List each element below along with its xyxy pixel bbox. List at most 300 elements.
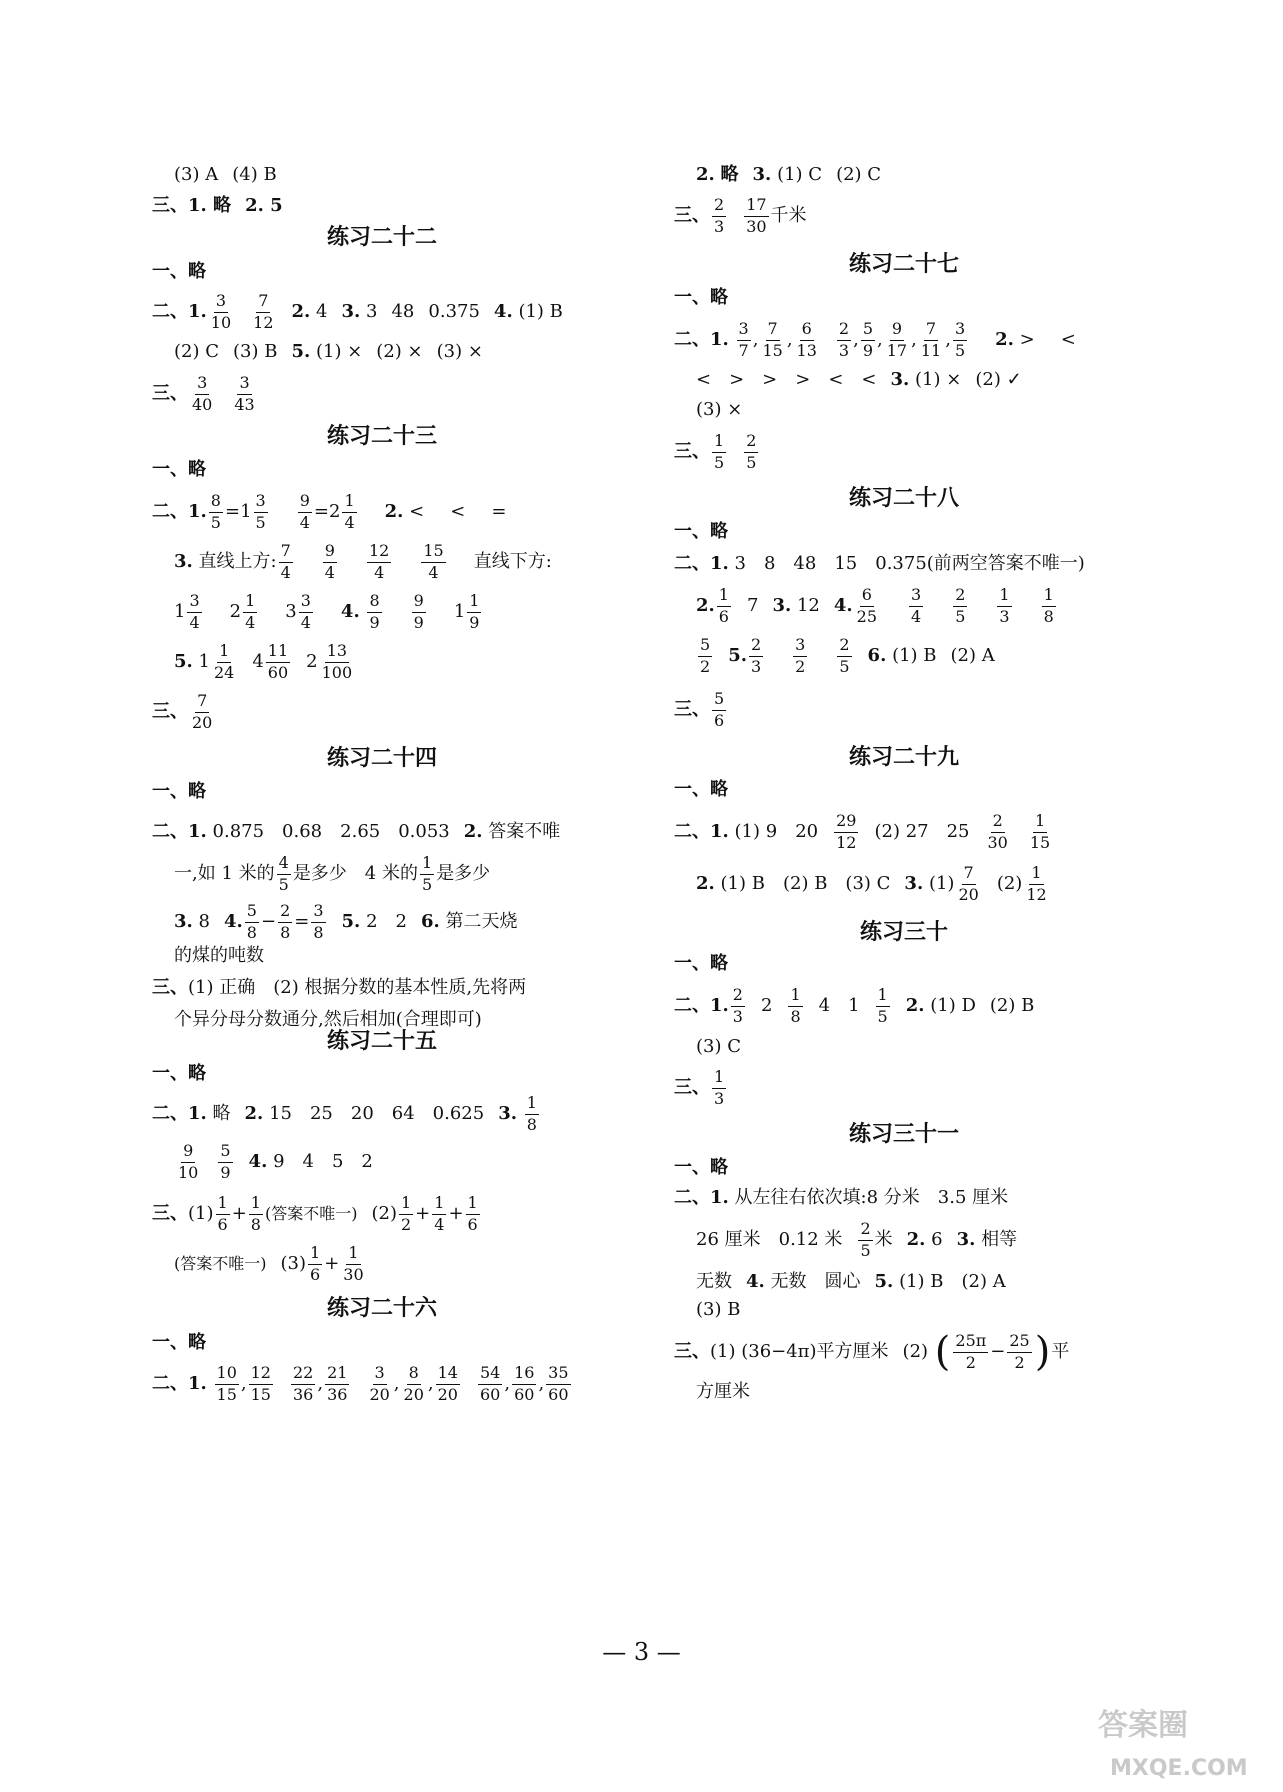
section-marker: 三、: [674, 1077, 710, 1098]
answer-text: 4: [316, 301, 328, 322]
comma: ,: [911, 329, 917, 350]
fraction: $\frac{3}{40}$: [192, 372, 213, 414]
question-number: 4.: [248, 1151, 268, 1172]
answer-text: (答案不唯一): [264, 1204, 358, 1223]
answer-text: =2: [313, 501, 341, 522]
answer-text: 2: [229, 601, 242, 622]
answer-text: 一、略: [152, 261, 206, 282]
question-number: 5.: [291, 341, 311, 362]
answer-text: 方厘米: [696, 1381, 750, 1402]
answer-line: [152, 1362, 573, 1406]
answer-line: [674, 430, 760, 474]
fraction: $\frac{5}{9}$: [862, 318, 874, 360]
answer-line: [152, 290, 563, 334]
answer-text: 0.375: [428, 301, 480, 322]
answer-text: 相等: [981, 1229, 1018, 1250]
section-marker: 二、: [152, 501, 188, 522]
exercise-title: 练习二十二: [326, 225, 437, 250]
fraction: $\frac{3}{2}$: [795, 634, 806, 676]
fraction: $\frac{35}{60}$: [548, 1362, 569, 1404]
answer-text: 个异分母分数通分,然后相加(合理即可): [174, 1009, 482, 1030]
answer-text: (2) B: [989, 995, 1035, 1016]
answer-text: (2): [371, 1203, 397, 1224]
comma: ,: [853, 329, 859, 350]
section-marker: 三、: [152, 383, 188, 404]
answer-line: [674, 318, 1076, 362]
section-marker: 三、: [674, 441, 710, 462]
fraction: $\frac{9}{4}$: [324, 540, 335, 582]
question-number: 4.: [833, 595, 853, 616]
fraction: $\frac{5}{2}$: [700, 634, 711, 676]
fraction: $\frac{1}{9}$: [469, 590, 480, 632]
section-marker: 二、: [152, 1103, 188, 1124]
answer-text: (3): [280, 1253, 306, 1274]
fraction: $\frac{1}{8}$: [790, 984, 801, 1026]
answer-line: [152, 448, 206, 492]
answer-text: 2. 5: [245, 195, 283, 216]
section-marker: 二、: [674, 1187, 710, 1208]
answer-line: [696, 1370, 750, 1414]
answer-text: (3) C: [696, 1036, 741, 1057]
answer-line: [152, 490, 506, 534]
answer-text: (1) 正确 (2) 根据分数的基本性质,先将两: [188, 977, 527, 998]
question-number: 1.: [710, 329, 729, 350]
fraction: $\frac{1}{6}$: [217, 1192, 228, 1234]
answer-text: (2) ✓: [975, 369, 1022, 390]
question-number: 5.: [341, 911, 361, 932]
comma: ,: [393, 1373, 400, 1394]
answer-line: [696, 1260, 1006, 1304]
answer-line: [174, 590, 483, 634]
comma: ,: [317, 1373, 324, 1394]
answer-text: <: [409, 501, 425, 522]
answer-text: 2: [760, 995, 773, 1016]
fraction: $\frac{4}{5}$: [278, 852, 289, 894]
answer-line: [674, 942, 728, 986]
fraction: $\frac{7}{12}$: [253, 290, 274, 332]
question-number: 3.: [498, 1103, 518, 1124]
answer-text: 的煤的吨数: [174, 945, 264, 966]
answer-text: (1) B: [892, 645, 937, 666]
question-number: 2.: [696, 595, 715, 616]
answer-line: [152, 1052, 206, 1096]
answer-text: >: [1019, 329, 1035, 350]
question-number: 1.: [710, 995, 729, 1016]
fraction: $\frac{5}{9}$: [220, 1140, 231, 1182]
fraction: $\frac{1}{24}$: [213, 640, 235, 682]
answer-text: 26 厘米 0.12 米: [696, 1229, 843, 1250]
fraction: $\frac{6}{13}$: [796, 318, 817, 360]
answer-line: [696, 1025, 741, 1069]
answer-text: 略: [212, 1103, 231, 1124]
answer-line: [696, 1218, 1017, 1262]
answer-text: <: [450, 501, 466, 522]
comma: ,: [538, 1373, 545, 1394]
comma: ,: [945, 329, 951, 350]
question-number: 1.: [710, 821, 729, 842]
fraction: $\frac{25}{2}$: [1009, 1330, 1030, 1372]
answer-text: 12: [796, 595, 820, 616]
answer-text: −: [260, 911, 277, 932]
answer-text: 是多少: [436, 863, 491, 884]
answer-text: (3) B: [696, 1299, 741, 1320]
comma: ,: [877, 329, 883, 350]
comma: ,: [427, 1373, 434, 1394]
answer-line: [674, 542, 1085, 586]
question-number: 1.: [710, 1187, 729, 1208]
fraction: $\frac{1}{3}$: [714, 1066, 725, 1108]
fraction: $\frac{8}{20}$: [403, 1362, 424, 1404]
answer-text: 从左往右依次填:8 分米 3.5 厘米: [734, 1187, 1009, 1208]
section-marker: 二、: [674, 821, 710, 842]
exercise-title: 练习二十五: [326, 1029, 437, 1054]
answer-line: [674, 810, 1054, 854]
fraction: $\frac{13}{100}$: [321, 640, 353, 682]
fraction: $\frac{2}{5}$: [955, 584, 966, 626]
question-number: 5.: [174, 651, 193, 672]
question-number: 3.: [890, 369, 910, 390]
section-marker: 三、: [152, 1203, 188, 1224]
question-number: 2.: [696, 873, 715, 894]
fraction: $\frac{8}{5}$: [210, 490, 221, 532]
fraction: $\frac{1}{6}$: [467, 1192, 478, 1234]
question-number: 4.: [493, 301, 513, 322]
answer-text: 6: [931, 1229, 943, 1250]
question-number: 1.: [188, 1103, 207, 1124]
fraction: $\frac{2}{30}$: [987, 810, 1008, 852]
question-number: 2.: [906, 1229, 926, 1250]
fraction: $\frac{15}{4}$: [423, 540, 444, 582]
answer-text: 3: [366, 301, 378, 322]
comma: ,: [504, 1373, 511, 1394]
fraction: $\frac{8}{9}$: [369, 590, 380, 632]
fraction: $\frac{3}{5}$: [255, 490, 266, 532]
fraction: $\frac{3}{5}$: [954, 318, 966, 360]
fraction: $\frac{2}{5}$: [746, 430, 757, 472]
answer-text: 一、略: [152, 459, 206, 480]
fraction: $\frac{22}{36}$: [292, 1362, 314, 1404]
answer-line: [174, 1242, 368, 1286]
answer-text: 一、略: [152, 1063, 206, 1084]
answer-line: [152, 810, 560, 854]
question-number: 1.: [188, 301, 207, 322]
answer-text: (3) B: [233, 341, 278, 362]
answer-text: (2) 27 25: [874, 821, 970, 842]
question-number: 3.: [174, 551, 193, 572]
question-number: 3.: [752, 164, 772, 185]
comma: ,: [240, 1373, 247, 1394]
answer-text: (1) ×: [315, 341, 363, 362]
fraction: $\frac{1}{4}$: [434, 1192, 445, 1234]
question-number: 4.: [340, 601, 360, 622]
answer-text: =1: [224, 501, 252, 522]
answer-text: 7: [746, 595, 759, 616]
answer-text: 4 1: [818, 995, 860, 1016]
fraction: $\frac{3}{8}$: [313, 900, 324, 942]
section-marker: 三、: [152, 195, 188, 216]
answer-line: [674, 1176, 1008, 1220]
question-number: 1.: [188, 501, 207, 522]
fraction: $\frac{3}{43}$: [234, 372, 255, 414]
answer-text: 9 4 5 2: [273, 1151, 373, 1172]
fraction: $\frac{1}{15}$: [1029, 810, 1051, 852]
fraction: $\frac{3}{10}$: [210, 290, 232, 332]
watermark-icon: [1088, 1695, 1268, 1785]
answer-text: 千米: [770, 205, 807, 226]
answer-text: 一、略: [674, 779, 728, 800]
fraction: $\frac{1}{5}$: [714, 430, 725, 472]
fraction: $\frac{17}{30}$: [746, 194, 767, 236]
fraction: $\frac{1}{5}$: [877, 984, 888, 1026]
answer-text: 0.875 0.68 2.65 0.053: [212, 821, 450, 842]
answer-line: [174, 852, 490, 896]
answer-line: [152, 250, 206, 294]
answer-text: 一、略: [152, 781, 206, 802]
answer-text: (1) B (2) A: [899, 1271, 1006, 1292]
section-marker: 三、: [674, 699, 710, 720]
answer-text: <: [1060, 329, 1076, 350]
exercise-title: 练习三十一: [848, 1122, 959, 1147]
fraction: $\frac{10}{15}$: [216, 1362, 237, 1404]
fraction: $\frac{3}{20}$: [369, 1362, 390, 1404]
question-number: 4.: [223, 911, 243, 932]
answer-line: [674, 688, 728, 732]
fraction: $\frac{2}{3}$: [750, 634, 762, 676]
section-marker: 二、: [152, 821, 188, 842]
comma: ,: [786, 329, 793, 350]
answer-text: +: [448, 1203, 464, 1224]
fraction: $\frac{9}{17}$: [886, 318, 908, 360]
answer-line: [152, 690, 216, 734]
fraction: $\frac{9}{9}$: [413, 590, 424, 632]
right-column: [674, 0, 1134, 1640]
answer-text: 一、略: [674, 953, 728, 974]
answer-text: 2 2: [366, 911, 407, 932]
answer-text: (2): [996, 873, 1023, 894]
answer-text: (1) (36−4π)平方厘米: [710, 1341, 889, 1362]
exercise-title: 练习二十四: [326, 746, 437, 771]
answer-text: −: [990, 1341, 1006, 1362]
question-number: 3.: [904, 873, 924, 894]
answer-line: [696, 584, 1058, 628]
watermark-url: MXQE.COM: [1110, 1756, 1248, 1781]
question-number: 5.: [874, 1271, 894, 1292]
fraction: $\frac{14}{20}$: [437, 1362, 458, 1404]
answer-text: 米: [874, 1229, 893, 1250]
fraction: $\frac{3}{7}$: [738, 318, 749, 360]
fraction: $\frac{7}{20}$: [192, 690, 213, 732]
answer-line: [174, 1140, 373, 1184]
answer-text: 1: [198, 651, 210, 672]
answer-text: 一、略: [674, 1157, 728, 1178]
question-number: 2.: [995, 329, 1014, 350]
exercise-title: 练习二十八: [848, 486, 959, 511]
answer-text: (2): [902, 1341, 929, 1362]
section-marker: 二、: [674, 553, 710, 574]
answer-text: (3) ×: [696, 399, 743, 420]
answer-text: +: [324, 1253, 340, 1274]
answer-line: [674, 984, 1034, 1028]
section-marker: 三、: [674, 205, 710, 226]
answer-text: 无数 圆心: [770, 1271, 861, 1292]
fraction: $\frac{16}{60}$: [514, 1362, 535, 1404]
page-number: — 3 —: [602, 1638, 681, 1666]
question-number: 2.: [291, 301, 311, 322]
question-number: 1.: [188, 821, 207, 842]
answer-line: [152, 1192, 482, 1236]
question-number: 3.: [772, 595, 792, 616]
fraction: $\frac{1}{5}$: [422, 852, 433, 894]
answer-line: [174, 330, 483, 374]
comma: ,: [752, 329, 759, 350]
fraction: $\frac{2}{5}$: [860, 1218, 871, 1260]
question-number: 2.: [384, 501, 404, 522]
fraction: $\frac{21}{36}$: [327, 1362, 348, 1404]
fraction: $\frac{1}{12}$: [1026, 862, 1047, 904]
exercise-title: 练习二十九: [848, 745, 959, 770]
answer-text: 3 8 48 15 0.375(前两空答案不唯一): [734, 553, 1085, 574]
fraction: $\frac{9}{10}$: [178, 1140, 199, 1182]
question-number: 2.: [244, 1103, 264, 1124]
answer-text: 一、略: [152, 1332, 206, 1353]
fraction: $\frac{1}{8}$: [1043, 584, 1054, 626]
question-number: 3.: [341, 301, 361, 322]
fraction: $\frac{1}{3}$: [999, 584, 1010, 626]
answer-text: 无数: [696, 1271, 732, 1292]
section-marker: 三、: [152, 701, 188, 722]
question-number: 6.: [420, 911, 440, 932]
fraction: $\frac{1}{6}$: [718, 584, 729, 626]
answer-text: (1): [188, 1203, 214, 1224]
exercise-title: 练习三十: [859, 920, 948, 945]
answer-text: =: [294, 911, 310, 932]
answer-line: [152, 184, 283, 228]
answer-text: 48: [391, 301, 415, 322]
answer-text: (答案不唯一): [174, 1254, 267, 1273]
section-marker: 三、: [152, 977, 188, 998]
exercise-title: 练习二十六: [326, 1296, 437, 1321]
fraction: $\frac{1}{2}$: [400, 1192, 412, 1234]
answer-text: 答案不唯: [488, 821, 561, 842]
question-number: 2.: [463, 821, 483, 842]
answer-line: [696, 1288, 740, 1332]
answer-line: [152, 1321, 206, 1365]
section-marker: 二、: [674, 329, 710, 350]
fraction: $\frac{3}{4}$: [911, 584, 922, 626]
fraction: $\frac{2}{3}$: [714, 194, 725, 236]
fraction: $\frac{11}{60}$: [267, 640, 289, 682]
fraction: $\frac{5}{8}$: [246, 900, 257, 942]
fraction: $\frac{1}{4}$: [344, 490, 355, 532]
answer-text: 略: [720, 164, 739, 185]
answer-text: 是多少 4 米的: [292, 863, 418, 884]
answer-line: [174, 540, 552, 584]
answer-text: 3: [285, 601, 297, 622]
section-marker: 二、: [674, 995, 710, 1016]
answer-line: [696, 634, 995, 678]
answer-text: +: [231, 1203, 247, 1224]
answer-text: 1: [453, 601, 466, 622]
watermark-logo: [1088, 1695, 1268, 1785]
fraction: $\frac{2}{8}$: [280, 900, 291, 942]
answer-line: [152, 770, 206, 814]
fraction: $\frac{12}{15}$: [250, 1362, 271, 1404]
answer-line: [674, 1066, 728, 1110]
answer-line: [152, 1092, 541, 1136]
answer-text: 一、略: [674, 287, 728, 308]
answer-line: [152, 372, 259, 416]
question-number: 3.: [956, 1229, 976, 1250]
question-number: 1.: [188, 1373, 207, 1394]
answer-line: [696, 388, 742, 432]
answer-line: [696, 358, 1022, 402]
question-number: 3.: [174, 911, 193, 932]
exercise-title: 练习二十三: [326, 424, 437, 449]
answer-text: 1: [174, 601, 186, 622]
answer-text: < > > > < <: [696, 369, 877, 390]
fraction: $\frac{9}{4}$: [299, 490, 310, 532]
fraction: $\frac{7}{15}$: [762, 318, 783, 360]
question-number: 6.: [867, 645, 887, 666]
answer-text: 直线下方:: [473, 551, 552, 572]
answer-text: 4: [252, 651, 264, 672]
fraction: $\frac{2}{5}$: [839, 634, 850, 676]
fraction: $\frac{1}{8}$: [526, 1092, 537, 1134]
right-paren: ): [1034, 1329, 1051, 1375]
question-number: 2.: [696, 164, 715, 185]
answer-text: (1) ×: [915, 369, 962, 390]
fraction: $\frac{7}{20}$: [958, 862, 979, 904]
fraction: $\frac{1}{6}$: [310, 1242, 321, 1284]
fraction: $\frac{5}{6}$: [714, 688, 725, 730]
answer-text: 15 25 20 64 0.625: [269, 1103, 485, 1124]
answer-line: [674, 768, 728, 812]
answer-text: (2) C: [174, 341, 219, 362]
fraction: $\frac{29}{12}$: [836, 810, 857, 852]
question-number: 5.: [728, 645, 747, 666]
question-number: 1.: [710, 553, 729, 574]
fraction: $\frac{12}{4}$: [368, 540, 390, 582]
answer-text: 1. 略: [188, 195, 232, 216]
answer-text: (3) ×: [436, 341, 483, 362]
answer-text: 一、略: [674, 521, 728, 542]
section-marker: 二、: [152, 1373, 188, 1394]
fraction: $\frac{3}{4}$: [189, 590, 200, 632]
answer-text: 直线上方:: [198, 551, 277, 572]
answer-text: (1) B (2) B (3) C: [720, 873, 891, 894]
answer-text: 平: [1051, 1341, 1070, 1362]
fraction: $\frac{6}{25}$: [856, 584, 878, 626]
fraction: $\frac{3}{4}$: [300, 590, 311, 632]
answer-text: 第二天烧: [445, 911, 518, 932]
watermark-text: 答案圈: [1098, 1708, 1188, 1743]
answer-text: (1): [928, 873, 955, 894]
answer-text: (1) B: [518, 301, 563, 322]
answer-line: [696, 153, 881, 197]
fraction: $\frac{1}{4}$: [245, 590, 256, 632]
fraction: $\frac{1}{30}$: [343, 1242, 364, 1284]
fraction: $\frac{7}{11}$: [920, 318, 942, 360]
answer-line: [674, 1330, 1069, 1374]
exercise-title: 练习二十七: [848, 252, 959, 277]
answer-text: 8: [198, 911, 210, 932]
question-number: 4.: [746, 1271, 765, 1292]
left-column: [152, 0, 612, 1640]
answer-line: [696, 862, 1051, 906]
fraction: $\frac{1}{8}$: [250, 1192, 261, 1234]
fraction: $\frac{25\pi}{2}$: [955, 1330, 987, 1372]
answer-text: (3) A: [174, 164, 219, 185]
